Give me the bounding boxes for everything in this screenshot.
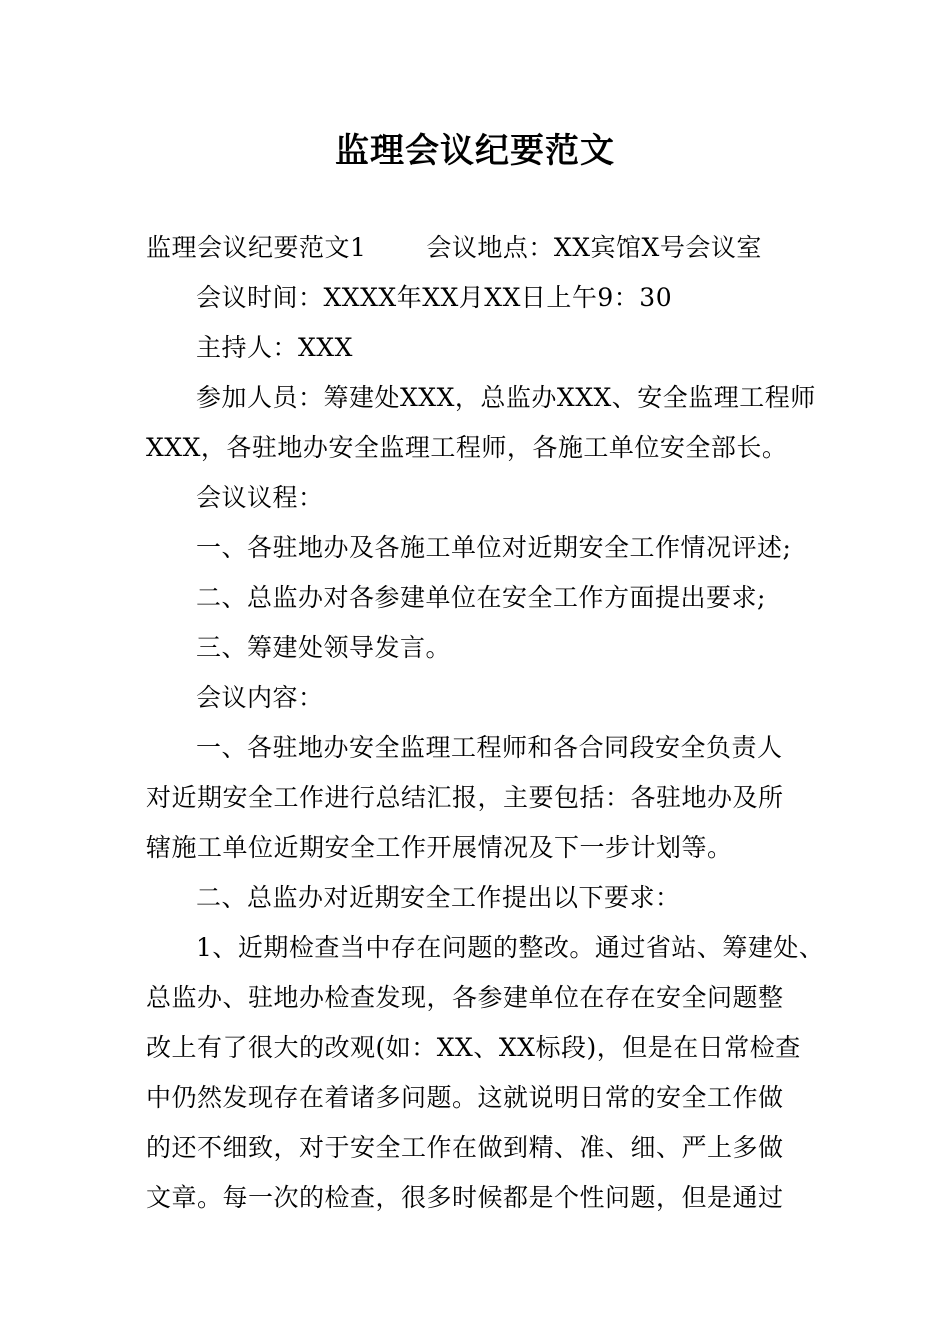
content-paragraph-3-line-5: 的还不细致，对于安全工作在做到精、准、细、严上多做 xyxy=(146,1133,784,1162)
content-heading: 会议内容： xyxy=(196,683,324,712)
agenda-item-3: 三、筹建处领导发言。 xyxy=(196,633,452,662)
meeting-location: 会议地点：XX宾馆X号会议室 xyxy=(426,233,762,262)
meeting-host: 主持人：XXX xyxy=(196,333,353,362)
content-paragraph-3-line-2: 总监办、驻地办检查发现，各参建单位在存在安全问题整 xyxy=(146,983,784,1012)
content-paragraph-1-line-3: 辖施工单位近期安全工作开展情况及下一步计划等。 xyxy=(146,833,733,862)
agenda-item-2: 二、总监办对各参建单位在安全工作方面提出要求; xyxy=(196,583,766,612)
content-paragraph-1-line-2: 对近期安全工作进行总结汇报，主要包括：各驻地办及所 xyxy=(146,783,784,812)
attendees-line-1: 参加人员：筹建处XXX，总监办XXX、安全监理工程师 xyxy=(196,383,816,412)
agenda-heading: 会议议程： xyxy=(196,483,324,512)
content-paragraph-1-line-1: 一、各驻地办安全监理工程师和各合同段安全负责人 xyxy=(196,733,783,762)
content-paragraph-2: 二、总监办对近期安全工作提出以下要求： xyxy=(196,883,681,912)
meeting-time: 会议时间：XXXX年XX月XX日上午9：30 xyxy=(196,283,673,312)
heading-line xyxy=(146,231,762,265)
content-paragraph-3-line-1: 1、近期检查当中存在问题的整改。通过省站、筹建处、 xyxy=(196,933,825,962)
document-title: 监理会议纪要范文 xyxy=(335,131,615,171)
content-paragraph-3-line-3: 改上有了很大的改观(如：XX、XX标段)，但是在日常检查 xyxy=(146,1033,801,1062)
content-paragraph-3-line-6: 文章。每一次的检查，很多时候都是个性问题，但是通过 xyxy=(146,1183,784,1212)
agenda-item-1: 一、各驻地办及各施工单位对近期安全工作情况评述; xyxy=(196,533,792,562)
content-paragraph-3-line-4: 中仍然发现存在着诸多问题。这就说明日常的安全工作做 xyxy=(146,1083,784,1112)
heading-label: 监理会议纪要范文1 xyxy=(146,233,367,262)
attendees-line-2: XXX，各驻地办安全监理工程师，各施工单位安全部长。 xyxy=(146,433,788,462)
